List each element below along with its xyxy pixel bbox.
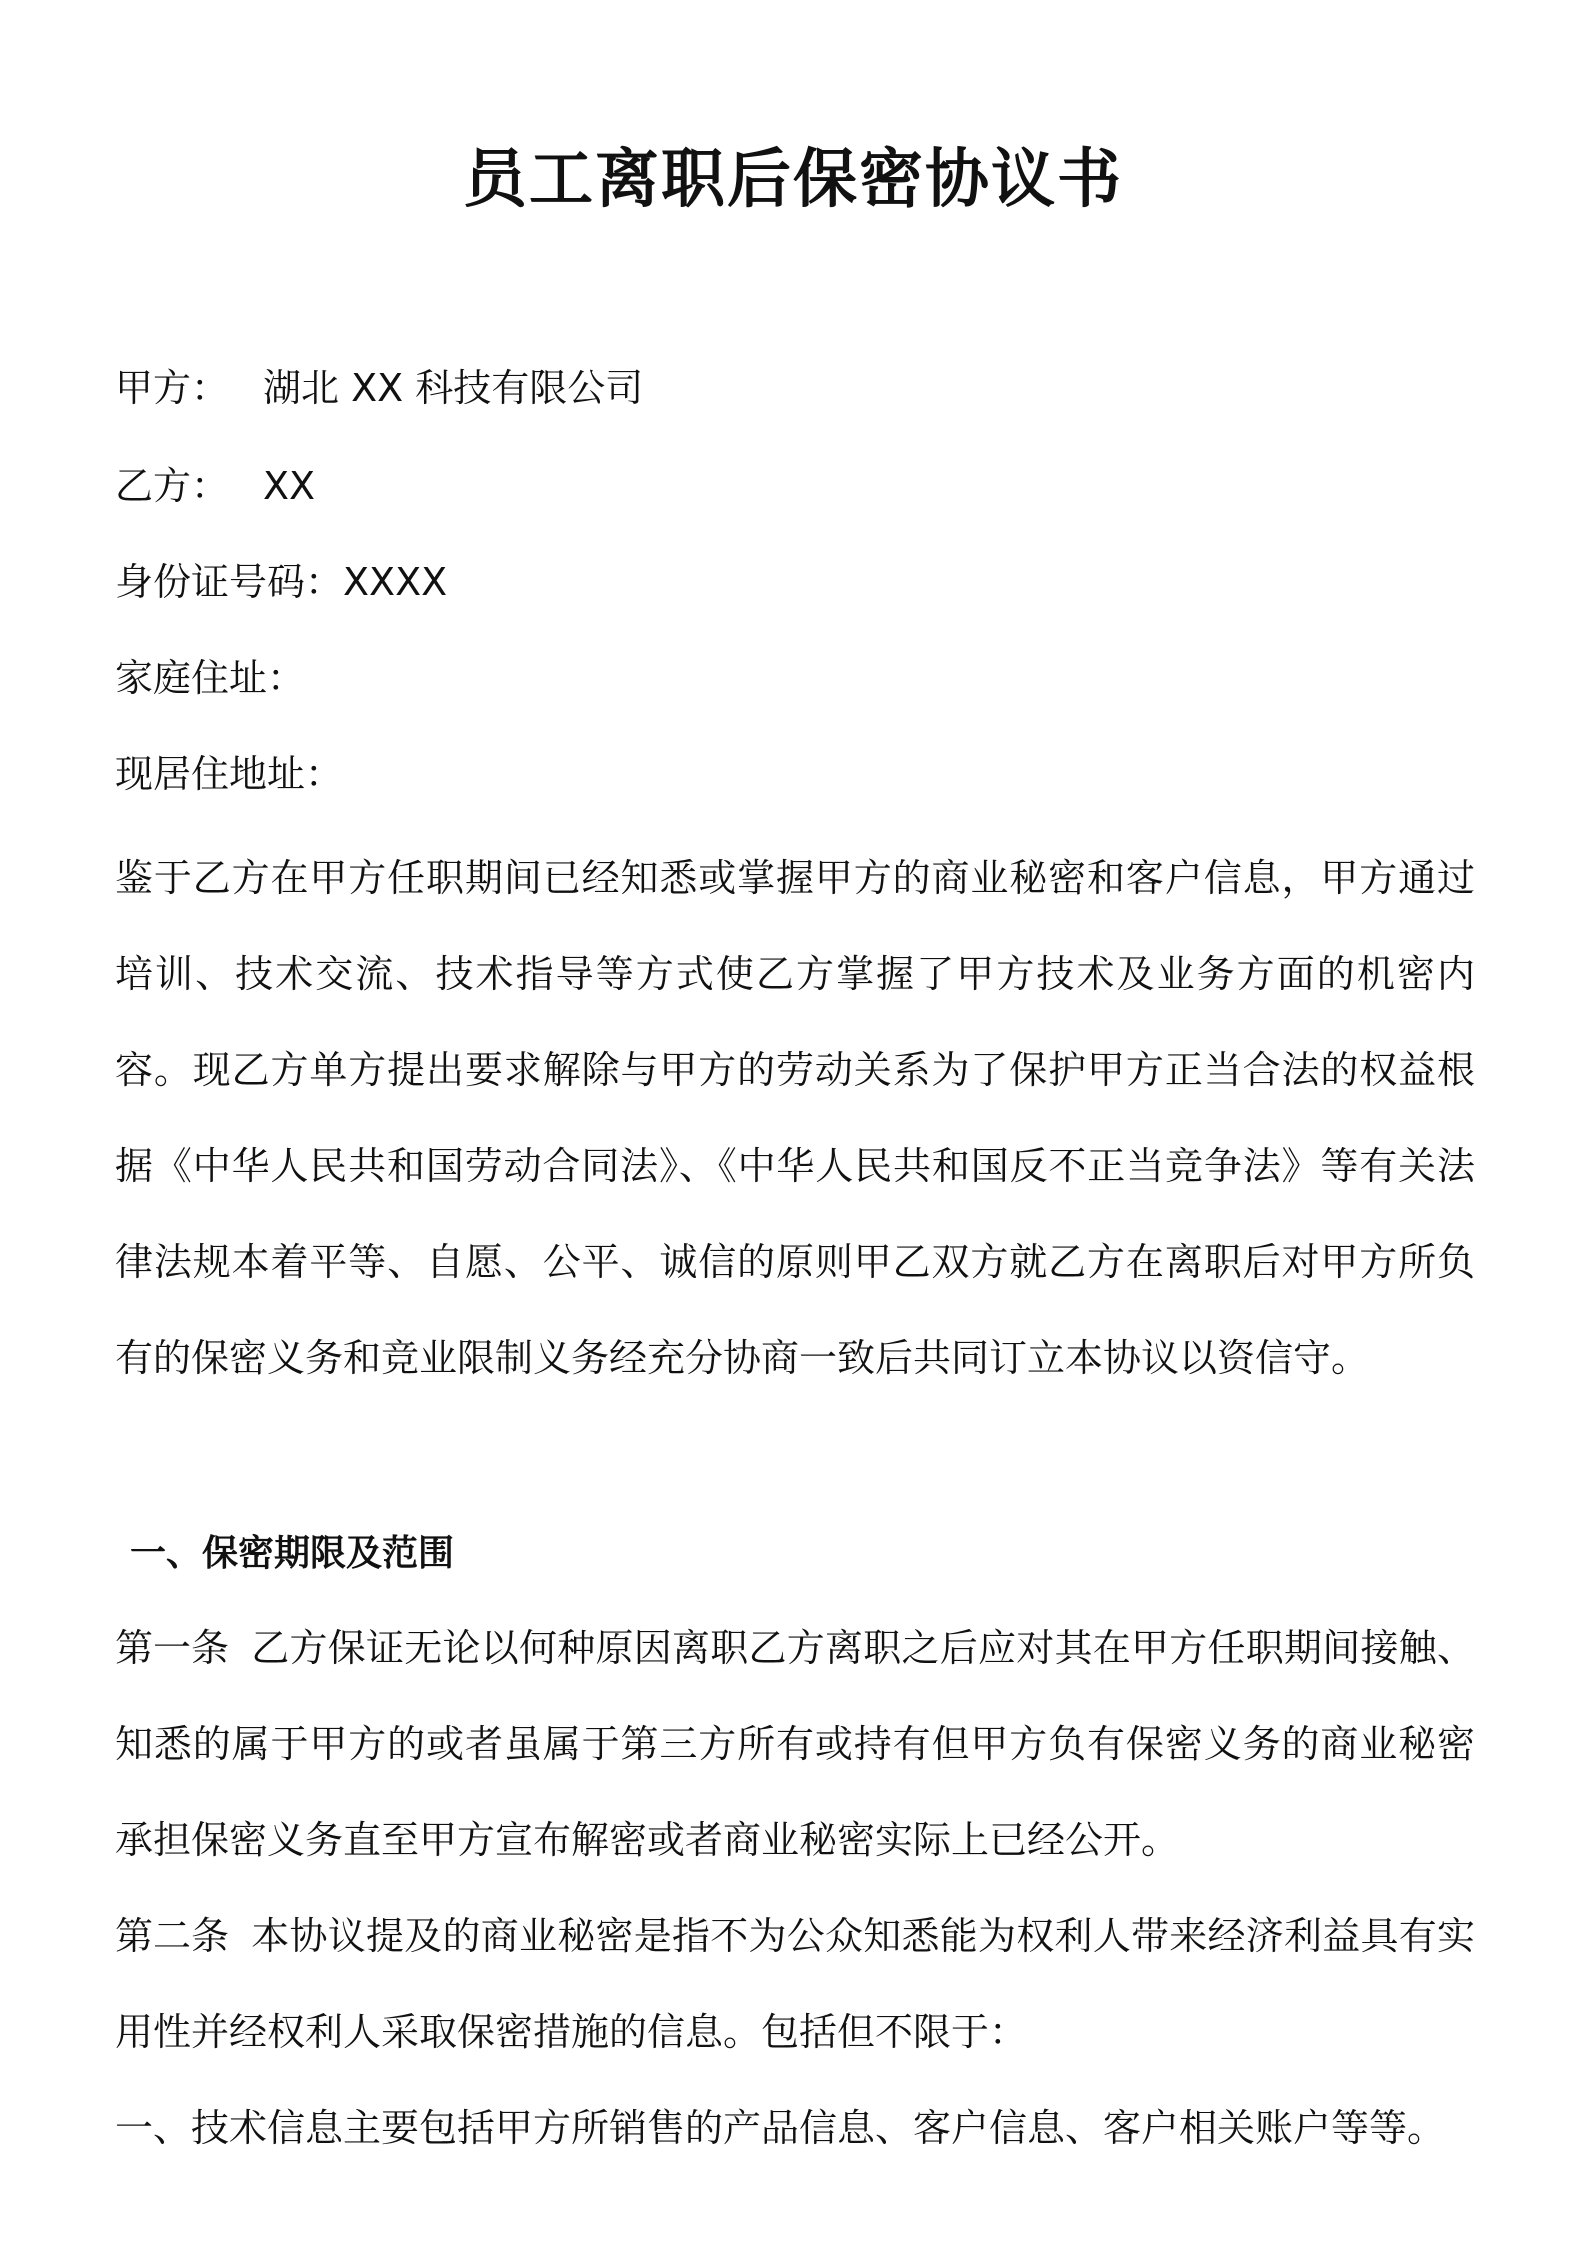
home-address-line bbox=[115, 652, 305, 704]
home-address-label: 家庭住址： bbox=[115, 656, 306, 700]
section-1-heading: 一、保密期限及范围 bbox=[130, 1533, 455, 1574]
party-b-line bbox=[115, 460, 315, 512]
party-a-value: 湖北 XX 科技有限公司 bbox=[263, 366, 644, 410]
article-1-text: 乙方保证无论以何种原因离职乙方离职之后应对其在甲方任职期间接触、知悉的属于甲方的或者虽属于第三方所有或持有但甲方负有保密义务的商业秘密承担保密义务直至甲方宣布解密或者商业秘密实际上已经公开。 bbox=[115, 1626, 1475, 1862]
party-a-label: 甲方： bbox=[115, 366, 230, 410]
current-address-line bbox=[115, 748, 343, 800]
id-number-line bbox=[115, 556, 447, 608]
party-b-value: XX bbox=[263, 464, 316, 508]
article-2-text: 本协议提及的商业秘密是指不为公众知悉能为权利人带来经济利益具有实用性并经权利人采取保密措施的信息。包括但不限于： bbox=[115, 1914, 1475, 2054]
article-2-paragraph bbox=[115, 1888, 1475, 2080]
document-title: 员工离职后保密协议书 bbox=[463, 143, 1123, 217]
party-b-label: 乙方： bbox=[115, 464, 230, 508]
article-2-number: 第二条 bbox=[115, 1914, 230, 1958]
item-1-paragraph: 一、技术信息主要包括甲方所销售的产品信息、客户信息、客户相关账户等等。 bbox=[115, 2106, 1446, 2150]
id-number-value: XXXX bbox=[343, 560, 448, 604]
article-1-number: 第一条 bbox=[115, 1626, 230, 1670]
preamble-paragraph: 鉴于乙方在甲方任职期间已经知悉或掌握甲方的商业秘密和客户信息，甲方通过培训、技术交流、技术指导等方式使乙方掌握了甲方技术及业务方面的机密内容。现乙方单方提出要求解除与甲方的劳动关系为了保护甲方正当合法的权益根据《中华人民共和国劳动合同法》、《中华人民共和国反不正当竞争法》等有关法律法规本着平等、自愿、公平、诚信的原则甲乙双方就乙方在离职后对甲方所负有的保密义务和竞业限制义务经充分协商一致后共同订立本协议以资信守。 bbox=[115, 856, 1475, 1380]
article-1-paragraph bbox=[115, 1600, 1475, 1888]
party-a-line bbox=[115, 362, 643, 414]
current-address-label: 现居住地址： bbox=[115, 752, 344, 796]
id-number-label: 身份证号码： bbox=[115, 560, 344, 604]
